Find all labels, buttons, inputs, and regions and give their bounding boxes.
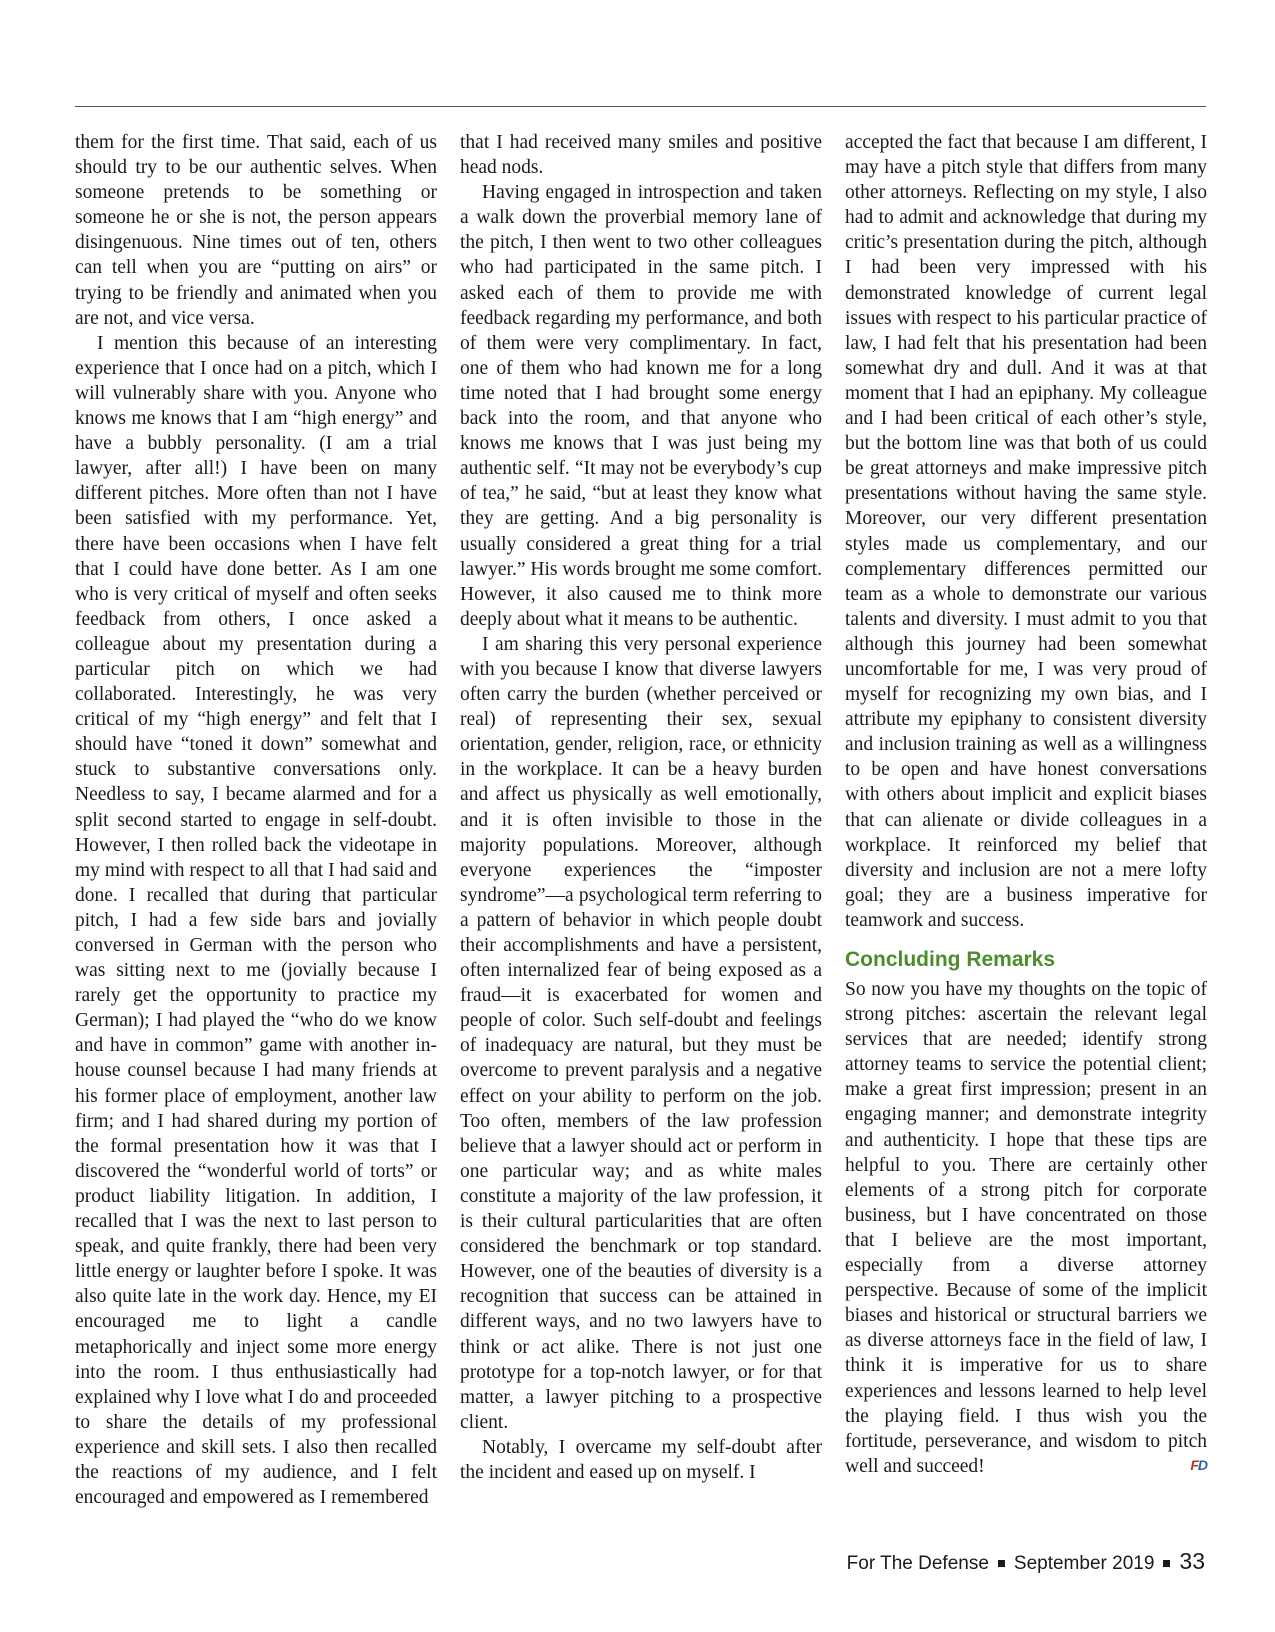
end-mark-d: D: [1197, 1456, 1207, 1473]
top-rule: [75, 106, 1206, 107]
page-footer: [847, 1548, 1205, 1575]
paragraph: accepted the fact that because I am different, I may have a pitch style that differs from many other attorneys. Reflecting on my style, I also had to admit and acknowledge that during my critic’s presentation during the pitch, although I had been very impressed with his demonstrated knowledge of current legal issues with respect to his particular practice of law, I had felt that his presentation had been somewhat dry and dull. And it was at that moment that I had an epiphany. My colleague and I had been critical of each other’s style, but the bottom line was that both of us could be great attorneys and make impressive pitch presentations without having the same style. Moreover, our very different presentation styles made us complementary, and our complementary differences permitted our team as a whole to demonstrate our various talents and diversity. I must admit to you that although this journey had been somewhat uncomfortable for me, I was very proud of myself for recognizing my own bias, and I attribute my epiphany to consistent diversity and inclusion training as well as a willingness to be open and have honest conversations with others about implicit and explicit biases that can alienate or divide colleagues in a workplace. It reinforced my belief that diversity and inclusion are not a mere lofty goal; they are a business imperative for teamwork and success.: [845, 132, 1207, 931]
paragraph: Notably, I overcame my self-doubt after the incident and eased up on myself. I: [460, 1436, 822, 1483]
paragraph: [845, 977, 1207, 1479]
issue-date: September 2019: [1013, 1553, 1155, 1574]
separator-square-icon: [1163, 1560, 1170, 1567]
paragraph: them for the first time. That said, each of us should try to be our authentic selves. When someone pretends to be something or someone he or she is not, the person appears disingenuous. Nine times out of ten, others can tell when you are “putting on airs” or trying to be friendly and animated when you are not, and vice versa.: [75, 132, 437, 329]
end-mark-f: F: [1190, 1456, 1198, 1473]
paragraph: that I had received many smiles and positive head nods.: [460, 132, 822, 179]
page-number: 33: [1179, 1548, 1205, 1574]
article-column-2: [460, 130, 822, 1485]
paragraph: I mention this because of an interesting experience that I once had on a pitch, which I will vulnerably share with you. Anyone who knows me knows that I am “high energy” and have a bubbly personality. (I am a trial lawyer, after all!) I have been on many different pitches. More often than not I have been satisfied with my performance. Yet, there have been occasions when I have felt that I could have done better. As I am one who is very critical of myself and often seeks feedback from others, I once asked a colleague about my presentation during a particular pitch on which we had collaborated. Interestingly, he was very critical of my “high energy” and felt that I should have “toned it down” somewhat and stuck to substantive conversations only. Needless to say, I became alarmed and for a split second started to engage in self-doubt. However, I then rolled back the videotape in my mind with respect to all that I had said and done. I recalled that during that particular pitch, I had a few side bars and jovially conversed in German with the person who was sitting next to me (jovially because I rarely get the opportunity to practice my German); I had played the “who do we know and have in common” game with another in-house counsel because I had many friends at his former place of employment, another law firm; and I had shared during my portion of the formal presentation how it was that I discovered the “wonderful world of torts” or product liability litigation. In addition, I recalled that I was the next to last person to speak, and quite frankly, there had been very little energy or laughter before I spoke. It was also quite late in the work day. Hence, my EI encouraged me to light a candle metaphorically and inject some more energy into the room. I thus enthusiastically had explained why I love what I do and proceeded to share the details of my professional experience and skill sets. I also then recalled the reactions of my audience, and I felt encouraged and empowered as I remembered: [75, 332, 437, 1509]
paragraph: Having engaged in introspection and taken a walk down the proverbial memory lane of the pitch, I then went to two other colleagues who had participated in the same pitch. I asked each of them to provide me with feedback regarding my performance, and both of them were very complimentary. In fact, one of them who had known me for a long time noted that I had brought some energy back into the room, and that anyone who knows me knows that I was just being my authentic self. “It may not be everybody’s cup of tea,” he said, “but at least they know what they are getting. And a big personality is usually considered a great thing for a trial lawyer.” His words brought me some comfort. However, it also caused me to think more deeply about what it means to be authentic.: [460, 182, 822, 630]
publication-name: For The Defense: [846, 1553, 989, 1574]
article-column-3: [845, 130, 1207, 1479]
separator-square-icon: [998, 1560, 1005, 1567]
paragraph: I am sharing this very personal experience with you because I know that diverse lawyers often carry the burden (whether perceived or real) of representing their sex, sexual orientation, gender, religion, race, or ethnicity in the workplace. It can be a heavy burden and affect us physically as well emotionally, and it is often invisible to those in the majority populations. Moreover, although everyone experiences the “imposter syndrome”—a psychological term referring to a pattern of behavior in which people doubt their accomplishments and have a persistent, often internalized fear of being exposed as a fraud—it is exacerbated for women and people of color. Such self-doubt and feelings of inadequacy are natural, but they must be overcome to prevent paralysis and a negative effect on your ability to perform on the job. Too often, members of the law profession believe that a lawyer should act or perform in one particular way; and as white males constitute a majority of the law profession, it is their cultural particularities that are often considered the benchmark or top standard. However, one of the beauties of diversity is a recognition that success can be attained in different ways, and no two lawyers have to think or act alike. There is not just one prototype for a top-notch lawyer, or for that matter, a lawyer pitching to a prospective client.: [460, 633, 822, 1433]
paragraph-text: So now you have my thoughts on the topic of strong pitches: ascertain the relevant legal services that are needed; identify strong attorney teams to service the potential client; make a great first impression; present in an engaging manner; and demonstrate integrity and authenticity. I hope that these tips are helpful to you. There are certainly other elements of a strong pitch for corporate business, but I have concentrated on those that I believe are the most important, especially from a diverse attorney perspective. Because of some of the implicit biases and historical or structural barriers we as diverse attorneys face in the field of law, I think it is imperative for us to share experiences and lessons learned to help level the playing field. I thus wish you the fortitude, perseverance, and wisdom to pitch well and succeed!: [845, 979, 1207, 1477]
article-column-1: [75, 130, 437, 1510]
fd-end-mark-icon: [1190, 1457, 1207, 1473]
section-heading: Concluding Remarks: [845, 948, 1056, 971]
